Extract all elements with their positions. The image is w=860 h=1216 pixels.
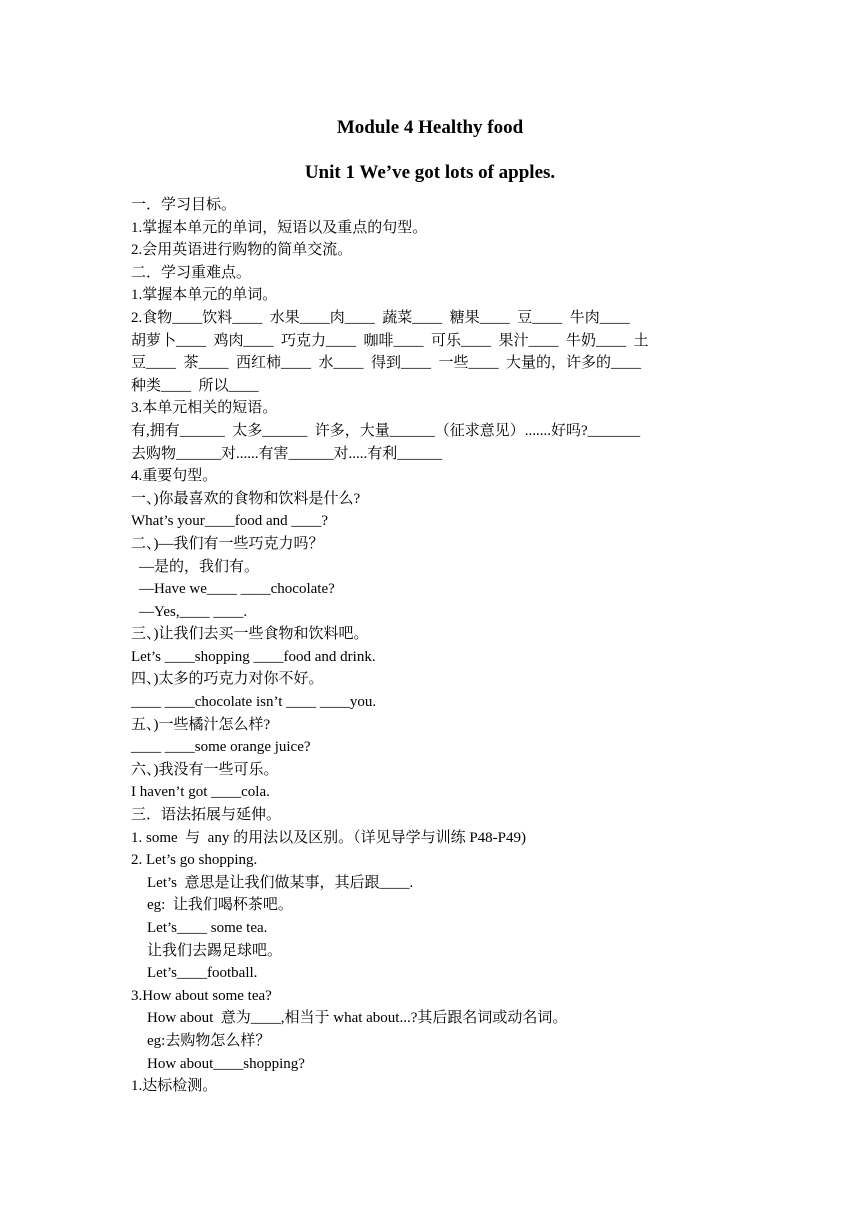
text-line: 三、)让我们去买一些食物和饮料吧。: [131, 626, 369, 643]
text-line: Let’s____football.: [147, 965, 258, 982]
text-line: 胡萝卜____ 鸡肉____ 巧克力____ 咖啡____ 可乐____ 果汁____ 牛奶____ 土: [131, 332, 649, 349]
text-line: ____ ____some orange juice?: [131, 739, 311, 756]
text-line: —Yes,____ ____.: [139, 603, 248, 620]
text-line: 4.重要句型。: [131, 468, 218, 485]
text-line: 1.达标检测。: [131, 1078, 218, 1095]
text-line: 一．学习目标。: [131, 197, 237, 213]
text-line: —Have we____ ____chocolate?: [139, 581, 335, 598]
text-line: 2.食物____饮料____ 水果____肉____ 蔬菜____ 糖果____ 豆____ 牛肉____: [131, 309, 630, 326]
text-line: eg: 让我们喝杯茶吧。: [147, 897, 293, 914]
text-line: 1.掌握本单元的单词，短语以及重点的句型。: [131, 219, 428, 236]
text-line: Let’s 意思是让我们做某事，其后跟____.: [147, 874, 414, 891]
text-line: 去购物______对......有害______对.....有利______: [131, 445, 443, 462]
text-line: —是的，我们有。: [139, 558, 260, 575]
page-subtitle: Unit 1 We’ve got lots of apples.: [304, 162, 556, 183]
text-line: 二．学习重难点。: [131, 264, 252, 281]
text-line: Let’s ____shopping ____food and drink.: [131, 648, 376, 665]
text-line: 1. some 与 any 的用法以及区别。（详见导学与训练 P48-P49): [131, 829, 526, 846]
page-title: Module 4 Healthy food: [336, 117, 524, 138]
text-line: 豆____ 茶____ 西红柿____ 水____ 得到____ 一些____ 大量的，许多的____: [131, 355, 642, 372]
text-line: 三．语法拓展与延伸。: [131, 807, 282, 824]
text-line: What’s your____food and ____?: [131, 513, 329, 530]
text-line: 一、)你最喜欢的食物和饮料是什么?: [131, 490, 361, 507]
text-line: 种类____ 所以____: [131, 377, 259, 394]
text-line: How about 意为____,相当于 what about...?其后跟名词或动名词。: [147, 1010, 568, 1027]
text-line: 五、)一些橘汁怎么样?: [131, 716, 271, 733]
text-line: How about____shopping?: [147, 1055, 305, 1072]
worksheet-body: [131, 194, 741, 1098]
text-line: Let’s____ some tea.: [147, 920, 268, 936]
text-line: ____ ____chocolate isn’t ____ ____you.: [131, 694, 377, 711]
text-line: 二、)—我们有一些巧克力吗？: [131, 535, 324, 552]
text-line: 2.会用英语进行购物的简单交流。: [131, 242, 353, 259]
text-line: 3.How about some tea?: [131, 987, 272, 1004]
text-line: 四、)太多的巧克力对你不好。: [131, 671, 324, 688]
text-line: 2. Let’s go shopping.: [131, 852, 258, 869]
text-line: 1.掌握本单元的单词。: [131, 287, 278, 304]
text-line: 让我们去踢足球吧。: [147, 942, 283, 959]
text-line: I haven’t got ____cola.: [131, 784, 270, 801]
text-line: 有,拥有______ 太多______ 许多，大量______（征求意见）.......好吗?_______: [131, 422, 641, 439]
text-line: 3.本单元相关的短语。: [131, 400, 278, 417]
text-line: 六、)我没有一些可乐。: [131, 761, 279, 778]
text-line: eg:去购物怎么样？: [147, 1032, 271, 1049]
